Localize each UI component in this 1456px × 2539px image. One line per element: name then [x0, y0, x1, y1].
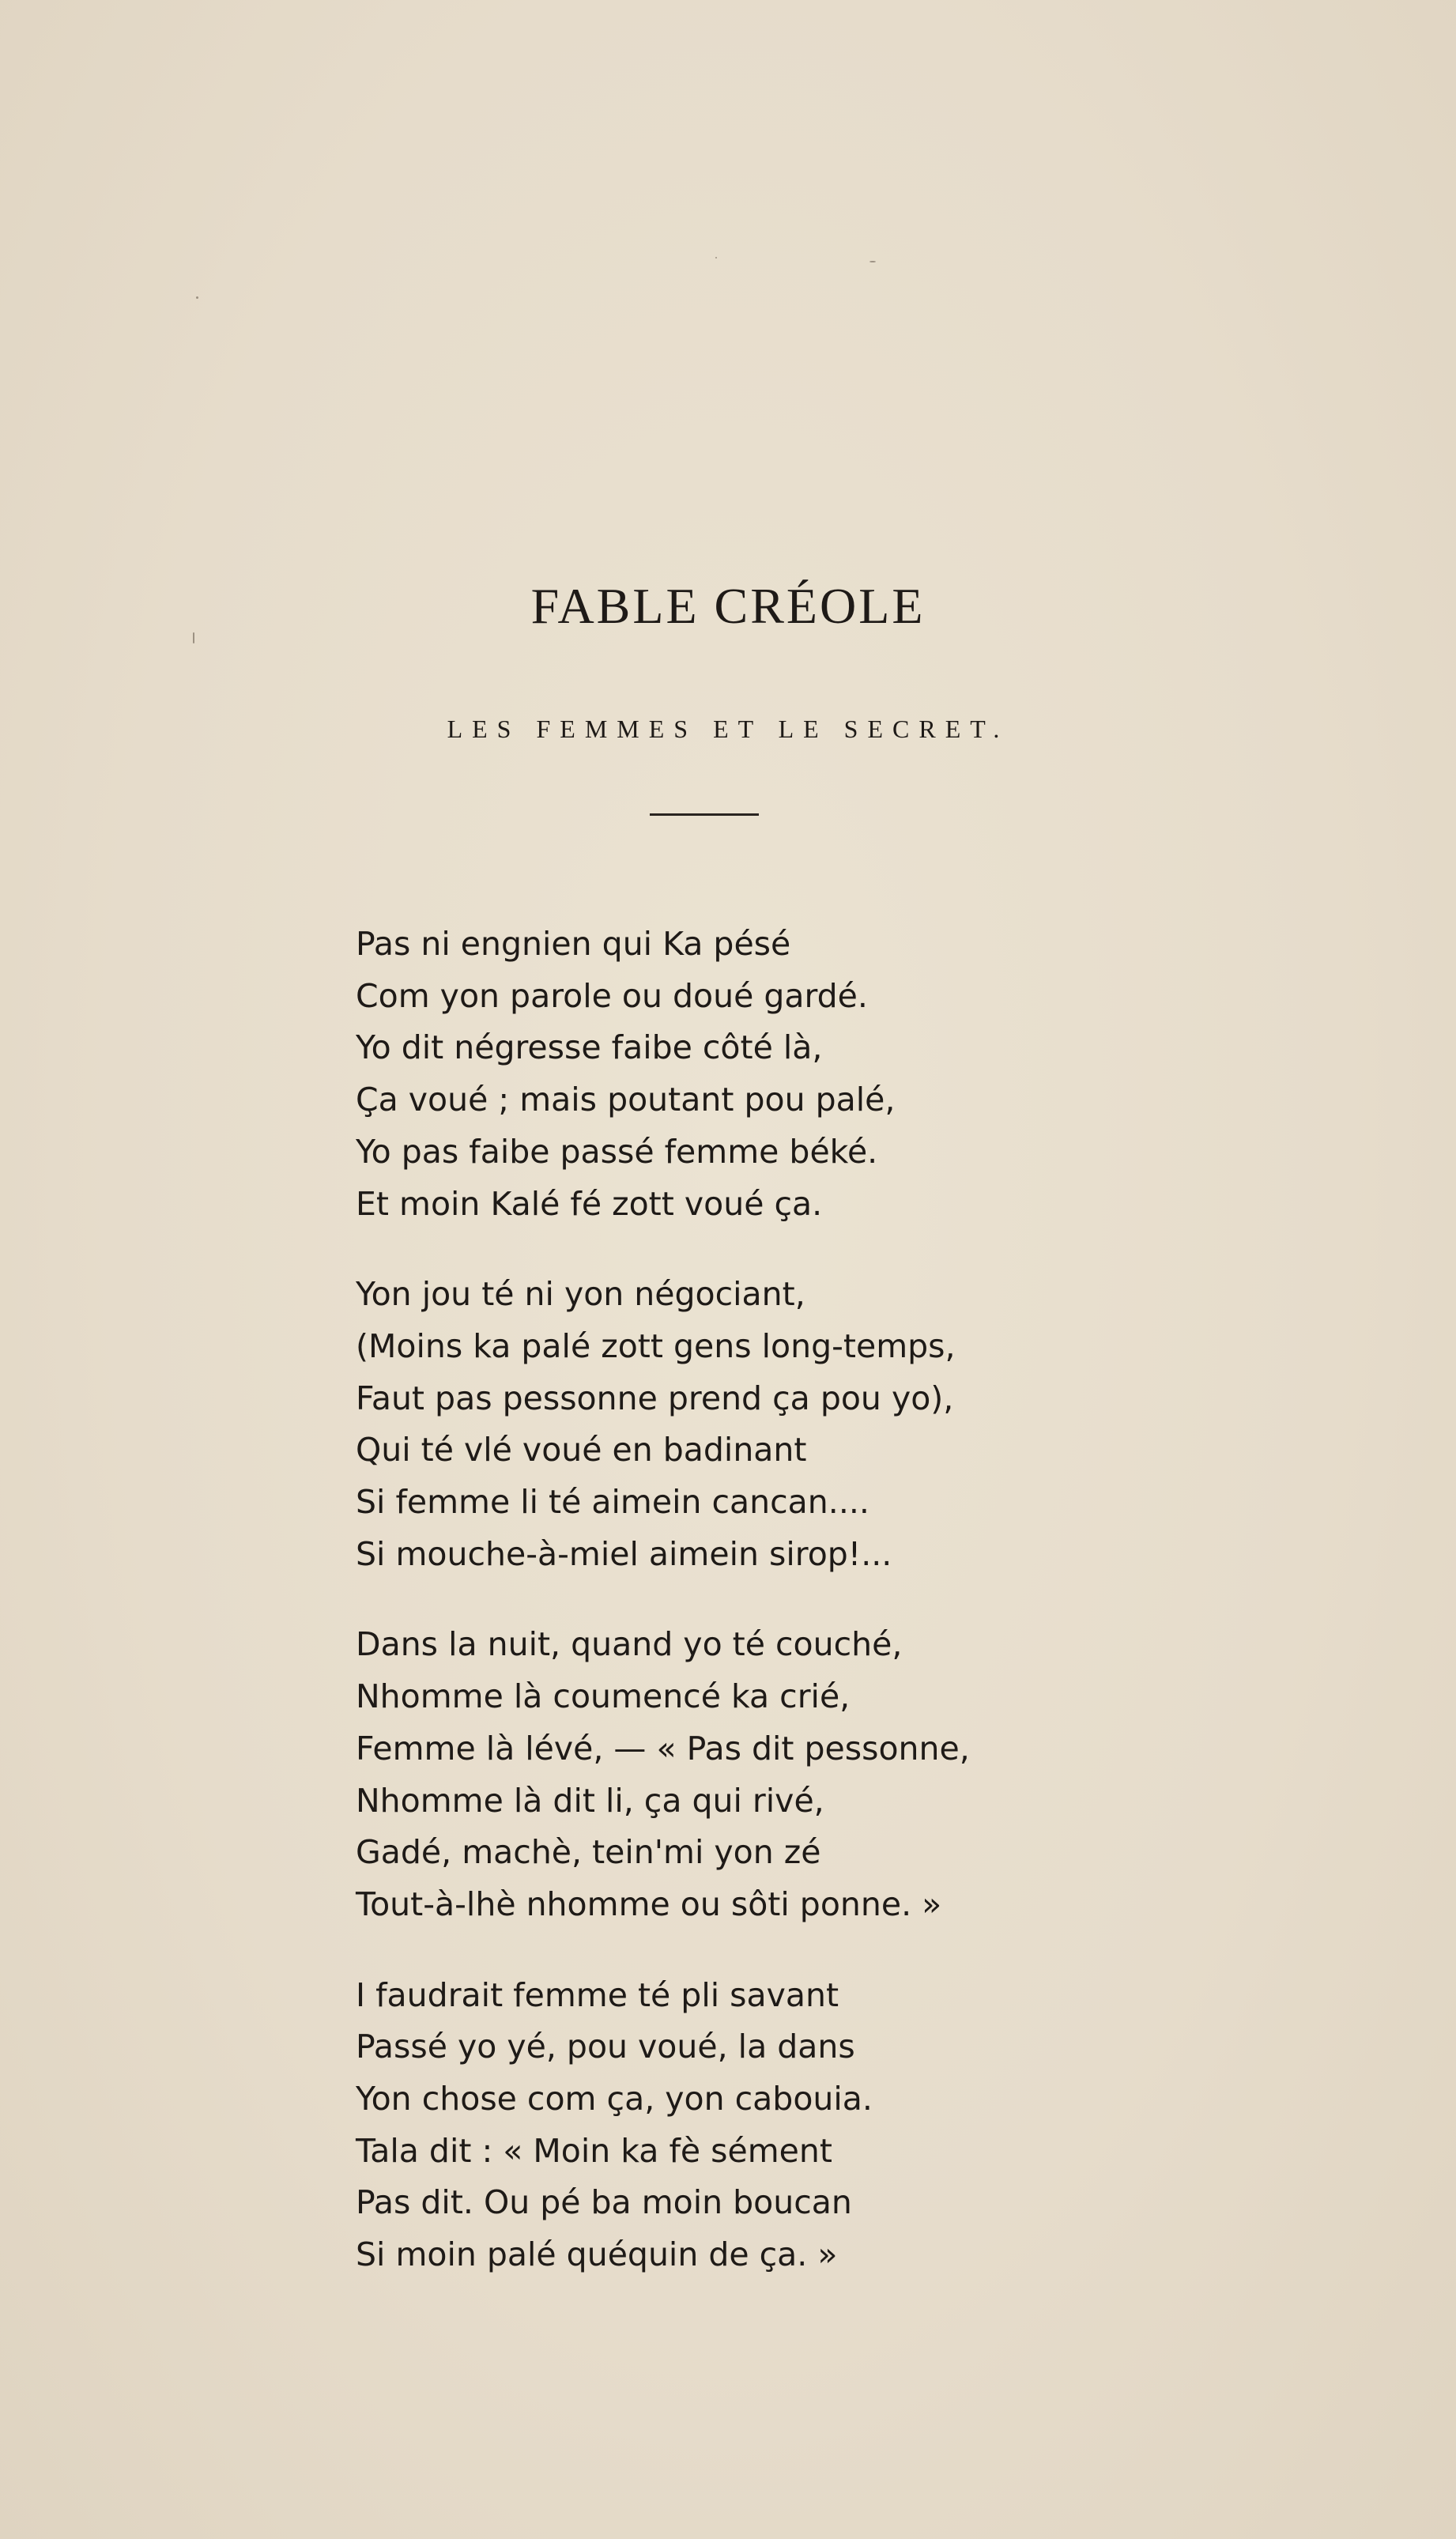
poem-line: Com yon parole ou doué gardé.: [356, 976, 868, 1015]
poem-line: Yo pas faibe passé femme béké.: [356, 1132, 878, 1171]
poem-body: [356, 919, 1146, 2320]
poem-line: Si moin palé quéquin de ça. »: [356, 2235, 838, 2274]
title-divider: [650, 813, 759, 816]
poem-line: Yo dit négresse faibe côté là,: [356, 1028, 823, 1067]
poem-line: Nhomme là coumencé ka crié,: [356, 1677, 851, 1716]
poem-line: Tout-à-lhè nhomme ou sôti ponne. »: [356, 1884, 942, 1923]
poem-line: Si femme li té aimein cancan....: [356, 1483, 869, 1522]
poem-line: Et moin Kalé fé zott voué ça.: [356, 1184, 823, 1223]
paper-speck: [196, 296, 198, 299]
poem-line: I faudrait femme té pli savant: [356, 1975, 839, 2014]
poem-line: Pas ni engnien qui Ka pésé: [356, 925, 791, 963]
stanza-3: [356, 1619, 1146, 1930]
poem-line: Tala dit : « Moin ka fè sément: [356, 2131, 832, 2170]
poem-line: Faut pas pessonne prend ça pou yo),: [356, 1379, 954, 1417]
poem-line: Ça voué ; mais poutant pou palé,: [356, 1081, 896, 1119]
page-subtitle: LES FEMMES ET LE SECRET.: [447, 715, 1009, 743]
poem-line: Femme là lévé, — « Pas dit pessonne,: [356, 1729, 970, 1767]
paper-speck: [869, 261, 876, 262]
poem-line: Passé yo yé, pou voué, la dans: [356, 2028, 855, 2066]
paper-speck: [715, 257, 717, 258]
stanza-4: [356, 1970, 1146, 2281]
poem-line: Qui té vlé voué en badinant: [356, 1431, 807, 1469]
stanza-2: [356, 1269, 1146, 1580]
poem-line: Yon jou té ni yon négociant,: [356, 1275, 805, 1314]
poem-line: Yon chose com ça, yon cabouia.: [356, 2080, 873, 2118]
stanza-1: [356, 919, 1146, 1230]
paper-speck: [193, 632, 194, 643]
poem-line: (Moins ka palé zott gens long-temps,: [356, 1326, 956, 1365]
poem-line: Dans la nuit, quand yo té couché,: [356, 1625, 903, 1664]
poem-line: Nhomme là dit li, ça qui rivé,: [356, 1781, 824, 1820]
page-title: FABLE CRÉOLE: [530, 578, 926, 634]
poem-line: Pas dit. Ou pé ba moin boucan: [356, 2183, 852, 2222]
poem-line: Si mouche-à-miel aimein sirop!...: [356, 1534, 892, 1573]
poem-line: Gadé, machè, tein'mi yon zé: [356, 1833, 821, 1872]
